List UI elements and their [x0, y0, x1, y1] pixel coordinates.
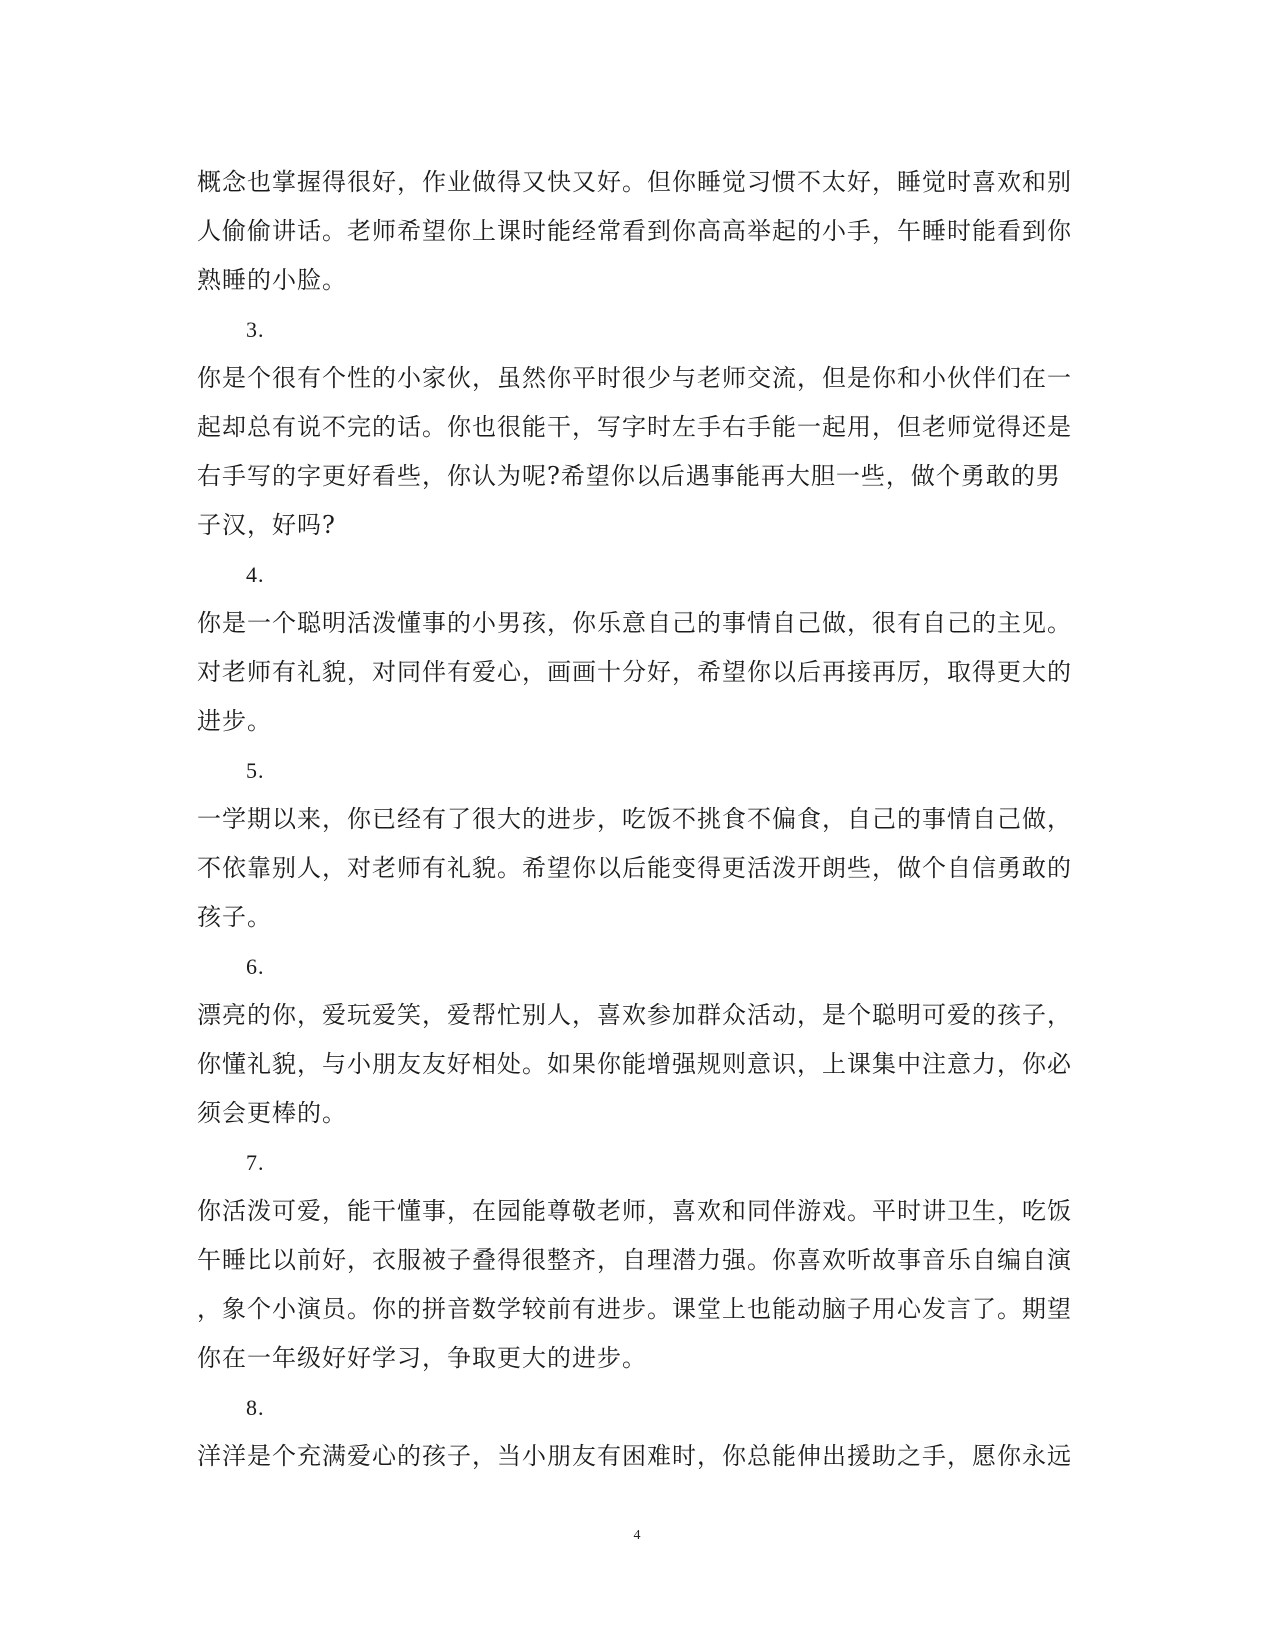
text-line: 你在一年级好好学习，争取更大的进步。 [197, 1344, 647, 1372]
text-line: 一学期以来，你已经有了很大的进步，吃饭不挑食不偏食，自己的事情自己做， [197, 805, 1072, 833]
text-line: 右手写的字更好看些，你认为呢?希望你以后遇事能再大胆一些，做个勇敢的男 [197, 462, 1061, 490]
text-line: 概念也掌握得很好，作业做得又快又好。但你睡觉习惯不太好，睡觉时喜欢和别 [197, 168, 1072, 196]
text-line: 进步。 [197, 707, 272, 735]
text-line: 你懂礼貌，与小朋友友好相处。如果你能增强规则意识，上课集中注意力，你必 [197, 1050, 1072, 1078]
text-line: 不依靠别人，对老师有礼貌。希望你以后能变得更活泼开朗些，做个自信勇敢的 [197, 854, 1072, 882]
text-line: 你是个很有个性的小家伙，虽然你平时很少与老师交流，但是你和小伙伴们在一 [197, 364, 1072, 392]
item-number: 4. [246, 562, 265, 587]
text-line: 子汉，好吗? [197, 511, 336, 539]
text-line: 孩子。 [197, 903, 272, 931]
text-line: 须会更棒的。 [197, 1099, 347, 1127]
text-line: ，象个小演员。你的拼音数学较前有进步。课堂上也能动脑子用心发言了。期望 [197, 1295, 1072, 1323]
item-number: 8. [246, 1395, 265, 1420]
text-line: 对老师有礼貌，对同伴有爱心，画画十分好，希望你以后再接再厉，取得更大的 [197, 658, 1072, 686]
document-body [197, 158, 1077, 1481]
text-line: 你活泼可爱，能干懂事，在园能尊敬老师，喜欢和同伴游戏。平时讲卫生，吃饭 [197, 1197, 1072, 1225]
text-line: 起却总有说不完的话。你也很能干，写字时左手右手能一起用，但老师觉得还是 [197, 413, 1072, 441]
item-number: 5. [246, 758, 265, 783]
item-number: 7. [246, 1150, 265, 1175]
text-line: 熟睡的小脸。 [197, 266, 347, 294]
item-number: 3. [246, 317, 265, 342]
text-line: 你是一个聪明活泼懂事的小男孩，你乐意自己的事情自己做，很有自己的主见。 [197, 609, 1072, 637]
text-line: 人偷偷讲话。老师希望你上课时能经常看到你高高举起的小手，午睡时能看到你 [197, 217, 1072, 245]
item-number: 6. [246, 954, 265, 979]
text-line: 午睡比以前好，衣服被子叠得很整齐，自理潜力强。你喜欢听故事音乐自编自演 [197, 1246, 1072, 1274]
text-line: 漂亮的你，爱玩爱笑，爱帮忙别人，喜欢参加群众活动，是个聪明可爱的孩子， [197, 1001, 1072, 1029]
page-number: 4 [633, 1528, 641, 1543]
text-line: 洋洋是个充满爱心的孩子，当小朋友有困难时，你总能伸出援助之手，愿你永远 [197, 1442, 1072, 1470]
